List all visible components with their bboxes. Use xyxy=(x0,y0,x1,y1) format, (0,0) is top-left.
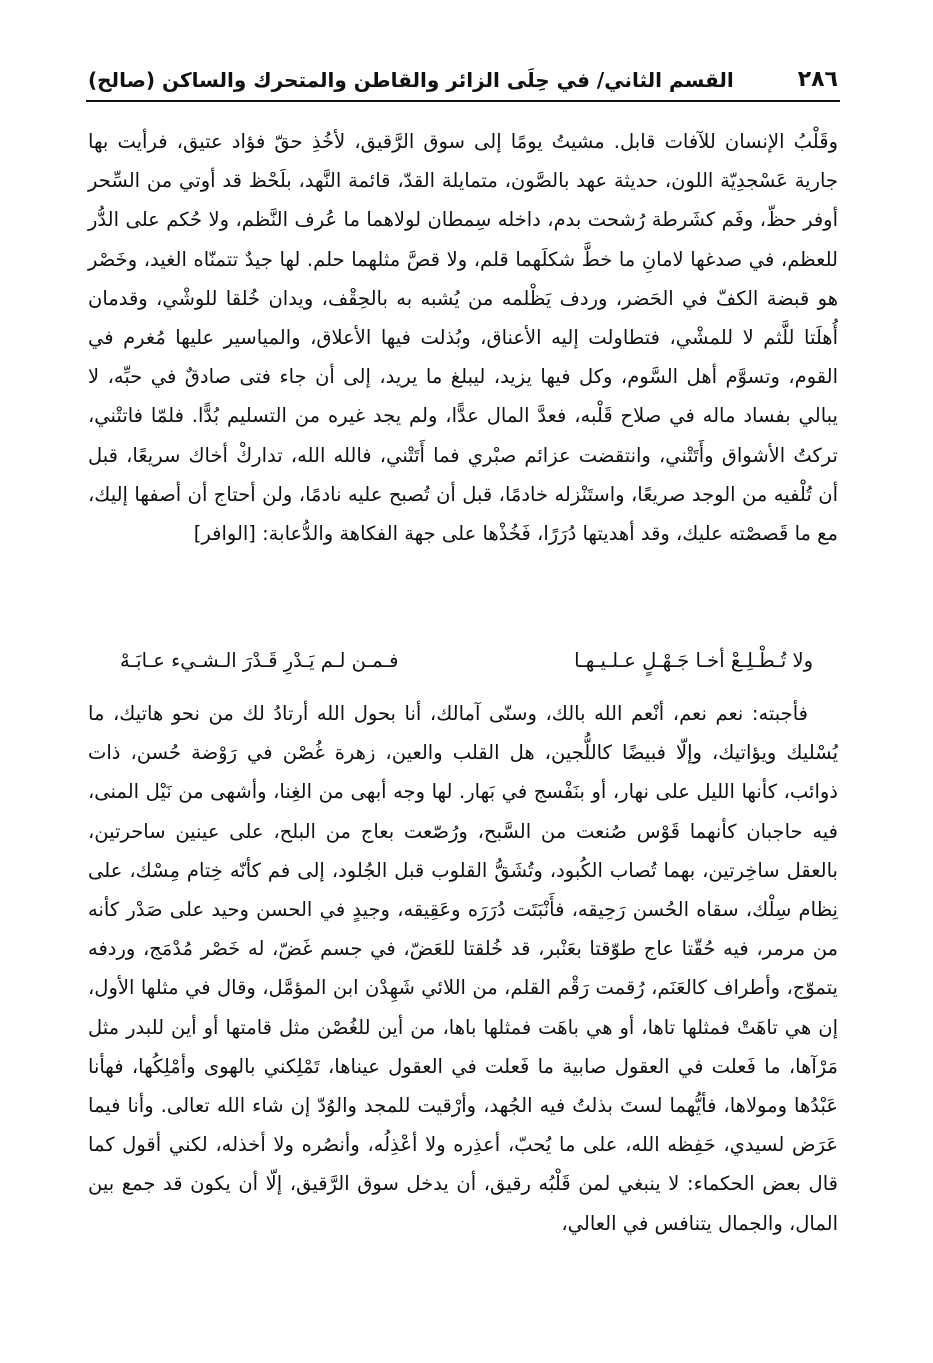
paragraph: وقَلْبُ الإنسان للآفات قابل. مشيتُ يومًا إلى سوق الرَّقيق، لأخُذِ حقّ فؤاد عتيق، فرأيت بها جارية عَسْجدِيّة اللون، حديثة عهد بالصَّون، متمايلة القدّ، قائمة النَّهد، بلَحْظ قد أوتي من السِّحر أوفر حظّ، وفَم كشَرطة رُشحت بدم، داخله سِمطان لولاهما ما عُرف النَّظم، ولا حُكم على الدُّر للعظم، في صدغها لامانِ ما خطَّ شكلَهما قلم، ولا قصَّ مثلهما حلم. لها جيدٌ تتمنّاه الغيد، وخَصْر هو قبضة الكفّ في الحَضر، وردف يَظْلمه من يُشبه به بالحِقْف، ويدان خُلقا للوشْي، وقدمان أُهلَتا للَّثم لا للمشْي، فتطاولت إليه الأعناق، وبُذلت فيها الأعلاق، والمياسير عليها مُغرم في القوم، وتسوَّم أهل السَّوم، وكل فيها يزيد، ليبلغ ما يريد، إلى أن جاء فتى صادقٌ في حبِّه، لا يبالي بفساد ماله في صلاح قَلْبه، فعدَّ المال عدًّا، ولم يجد غيره من التسليم بُدًّا. فلمّا فاتتْني، تركتُ الأشواق وأَتَتْني، وانتقضت عزائم صبْري فما أَتَتْني، فالله الله، تداركْ أخاك سريعًا، قبل أن تُلْفيه من الوجد صريعًا، واستَنْزله خادمًا، قبل أن تُصبح عليه نادمًا، ولن أحتاج أن أصفها إليك، مع ما قَصصْته عليك، وقد أهديتها دُرَرًا، فَخُذْها على جهة الفكاهة والدُّعابة: [الوافر] xyxy=(88,130,838,546)
verse-hemistich-right: ولا تُـطْـلِـعْ أخـا جَـهْـلٍ عـلـيـهـا xyxy=(574,649,813,672)
body-text-second xyxy=(88,694,838,1243)
body-text-first xyxy=(88,122,838,553)
header-rule xyxy=(86,100,840,102)
running-head xyxy=(88,58,838,92)
page-number: ٢٨٦ xyxy=(797,67,838,92)
verse-hemistich-left: فـمـن لـم يَـدْرِ قَـدْرَ الـشـيء عـابَـهْ xyxy=(120,649,399,672)
paragraph: فأجبته: نعم نعم، أنْعم الله بالك، وسنّى آمالك، أنا بحول الله أرتادُ لك من نحو هاتيك، ما يُسْليك ويؤاتيك، وإلّا فبيضًا كاللُّجين، هل القلب والعين، زهرة غُصْن في رَوْضة حُسن، ذات ذوائب، كأنها الليل على نهار، أو بنَفْسج في بَهار. لها وجه أبهى من الغِنا، وأشهى من نَيْل المنى، فيه حاجبان كأنهما قَوْس صُنعت من السَّبح، ورُصّعت بعاج من البلح، على عينين ساحرتين، بالعقل ساخِرتين، بهما تُصاب الكُبود، وتُشَقُّ القلوب قبل الجُلود، إلى فم كأنّه خِتام مِسْك، على نِظام سِلْك، سقاه الحُسن رَحِيقه، فأَنْبَتَت دُرَرَه وعَقِيقه، وجيدٍ في الحسن وحيد على صَدْر كأنه من مرمر، فيه حُقّتا عاج طوّقتا بعَنْبر، قد خُلقتا للعَضّ، في جسم غَضّ، له خَصْر مُدْمَج، وردفه يتموّج، وأطراف كالعَنَم، رُقمت رَقْم القلم، من اللائي شَهِدْن ابن المؤمَّل، وقال في مثلها الأول، إن هي تاهَتْ فمثلها تاها، أو هي باهَت فمثلها باها، من أين للغُصْن مثل قامتها أو أين للبدر مثل مَرْآها، ما فَعلت في العقول صابية ما فَعلت في العقول عيناها، تَمْلِكني بالهوى وأمْلِكُها، فهأنا عَبْدُها ومولاها، فأيُّهما لستَ بذلتُ فيه الجُهد، وأرْقيت للمجد والوُدّ إن شاء الله تعالى. وأنا فيما عَرَض لسيدي، حَفِظه الله، على ما يُحبّ، أعذِره ولا أعْذِلُه، وأنصُره ولا أخذله، لكني أقول كما قال بعض الحكماء: لا ينبغي لمن قَلْبُه رقيق، أن يدخل سوق الرَّقيق، إلّا أن يكون قد جمع بين المال، والجمال يتنافس في العالي، xyxy=(88,702,838,1235)
running-title: القسم الثاني/ في حِلَى الزائر والقاطن والمتحرك والساكن (صالح) xyxy=(88,68,734,92)
verse-line xyxy=(120,644,813,678)
